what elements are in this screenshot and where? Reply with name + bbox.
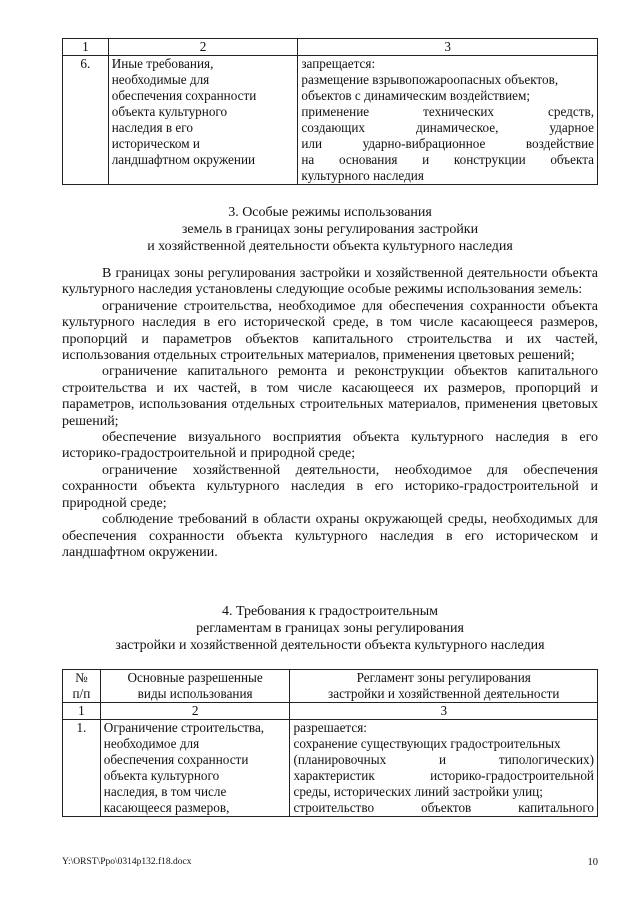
column-index-2: 2 bbox=[108, 39, 298, 56]
regulations-table bbox=[62, 669, 598, 817]
table-row bbox=[63, 56, 598, 185]
cell-line: запрещается: bbox=[301, 56, 376, 71]
table-index-row bbox=[63, 39, 598, 56]
cell-line: создающих динамическое, ударное bbox=[301, 120, 594, 135]
heading-line: 4. Требования к градостроительным bbox=[221, 604, 439, 619]
cell-line: необходимые для bbox=[111, 72, 210, 87]
cell-line: объекта культурного bbox=[111, 104, 228, 119]
header-line: № bbox=[75, 670, 88, 685]
table-index-row bbox=[63, 703, 598, 720]
header-line: Регламент зоны регулирования bbox=[356, 670, 531, 685]
header-line: п/п bbox=[72, 686, 91, 701]
cell-line: Иные требования, bbox=[111, 56, 214, 71]
row-number: 1. bbox=[63, 720, 101, 817]
section-3-body bbox=[62, 266, 598, 561]
cell-line: ландшафтном окружении bbox=[111, 152, 256, 167]
cell-line: обеспечения сохранности bbox=[111, 88, 257, 103]
cell-line: (планировочных и типологических) bbox=[293, 752, 594, 767]
cell-line: характеристик историко-градостроительной bbox=[293, 768, 594, 783]
heading-line: земель в границах зоны регулирования застройки bbox=[181, 222, 479, 237]
cell-line: культурного наследия bbox=[301, 168, 424, 183]
cell-line: объекта культурного bbox=[103, 768, 220, 783]
table-row bbox=[63, 720, 598, 817]
paragraph: ограничение капитального ремонта и реконструкции объектов капитального строительства и их частей, в том числе касающееся их размеров, пропорций и параметров, использования отдельных строительных материалов, применения цветовых решений; bbox=[62, 364, 598, 429]
cell-line: на основания и конструкции объекта bbox=[301, 152, 594, 167]
header-line: застройки и хозяйственной деятельности bbox=[328, 686, 560, 701]
page-number: 10 bbox=[587, 857, 598, 868]
cell-line: необходимое для bbox=[103, 736, 200, 751]
heading-line: и хозяйственной деятельности объекта культурного наследия bbox=[147, 239, 513, 254]
cell-line: размещение взрывопожароопасных объектов, bbox=[301, 72, 559, 87]
cell-line: наследия, в том числе bbox=[103, 784, 227, 799]
cell-line: обеспечения сохранности bbox=[103, 752, 249, 767]
heading-line: регламентам в границах зоны регулирования bbox=[196, 621, 464, 636]
cell-line: касающееся размеров, bbox=[103, 800, 230, 815]
cell-line: Ограничение строительства, bbox=[103, 720, 265, 735]
heading-line: 3. Особые режимы использования bbox=[228, 205, 432, 220]
paragraph: В границах зоны регулирования застройки и хозяйственной деятельности объекта культурного наследия установлены следующие особые режимы использования земель: bbox=[62, 266, 598, 298]
column-index-2: 2 bbox=[100, 703, 290, 720]
cell-line: строительство объектов капитального bbox=[293, 800, 594, 815]
requirements-table-continued bbox=[62, 38, 598, 185]
footer-file-path: Y:\ORST\Ppo\0314p132.f18.docx bbox=[62, 857, 192, 867]
header-zone-regulation bbox=[290, 670, 598, 703]
table-header-row bbox=[63, 670, 598, 703]
paragraph: ограничение строительства, необходимое для обеспечения сохранности объекта культурного наследия в его исторической среде, в том числе касающееся размеров, пропорций и параметров объектов капитального строительства и их частей, использования отдельных строительных материалов, применения цветовых решений; bbox=[62, 298, 598, 364]
column-index-1: 1 bbox=[63, 39, 109, 56]
requirement-text-cell bbox=[298, 56, 598, 185]
cell-line: разрешается: bbox=[293, 720, 367, 735]
paragraph: соблюдение требований в области охраны окружающей среды, необходимых для обеспечения сохранности объекта культурного наследия в его историческом и ландшафтном окружении. bbox=[62, 512, 598, 560]
cell-line: историческом и bbox=[111, 136, 200, 151]
header-number bbox=[63, 670, 101, 703]
regulation-text-cell bbox=[290, 720, 598, 817]
header-permitted-uses bbox=[100, 670, 290, 703]
header-line: Основные разрешенные bbox=[127, 670, 263, 685]
paragraph: обеспечение визуального восприятия объекта культурного наследия в его историко-градостроительной и природной среде; bbox=[62, 430, 598, 462]
header-line: виды использования bbox=[137, 686, 253, 701]
column-index-1: 1 bbox=[63, 703, 101, 720]
cell-line: среды, исторических линий застройки улиц; bbox=[293, 784, 543, 799]
cell-line: сохранение существующих градостроительных bbox=[293, 736, 561, 751]
paragraph: ограничение хозяйственной деятельности, необходимое для обеспечения сохранности объекта культурного наследия в его историко-градостроительной и природной среде; bbox=[62, 462, 598, 511]
cell-line: объектов с динамическим воздействием; bbox=[301, 88, 531, 103]
permitted-use-cell bbox=[100, 720, 290, 817]
cell-line: применение технических средств, bbox=[301, 104, 594, 119]
section-4-heading bbox=[62, 603, 598, 654]
cell-line: наследия в его bbox=[111, 120, 193, 135]
column-index-3: 3 bbox=[298, 39, 598, 56]
column-index-3: 3 bbox=[290, 703, 598, 720]
cell-line: или ударно-вибрационное воздействие bbox=[301, 136, 594, 151]
row-number: 6. bbox=[63, 56, 109, 185]
heading-line: застройки и хозяйственной деятельности объекта культурного наследия bbox=[115, 638, 545, 653]
section-3-heading bbox=[62, 204, 598, 255]
requirement-name-cell bbox=[108, 56, 298, 185]
